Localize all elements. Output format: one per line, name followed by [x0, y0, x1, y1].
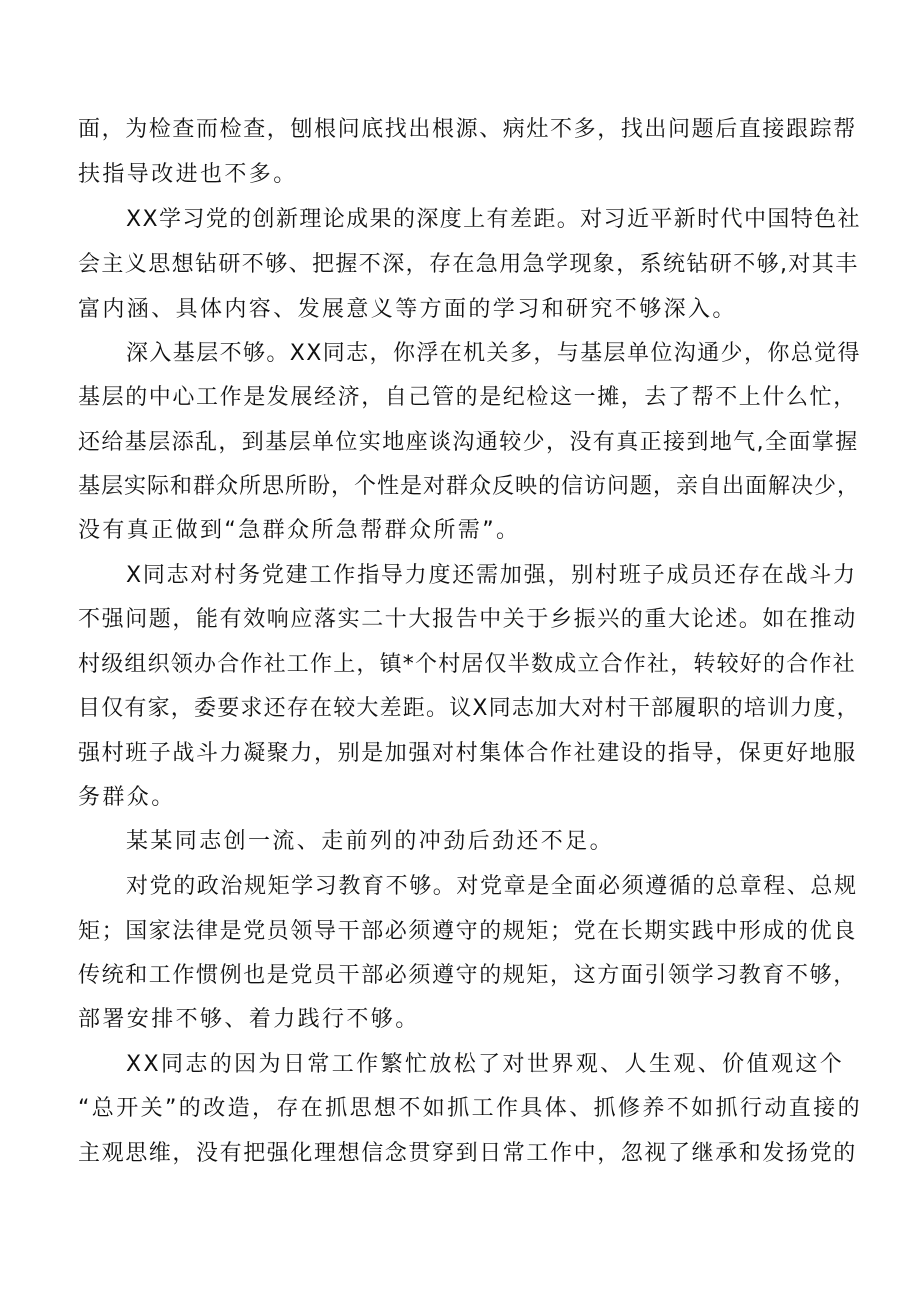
text-line: 主观思维，没有把强化理想信念贯穿到日常工作中，忽视了继承和发扬党的	[78, 1141, 857, 1166]
text-line: 会主义思想钻研不够、把握不深，存在急用急学现象，系统钻研不够,对其丰	[78, 252, 859, 277]
text-line: 务群众。	[78, 785, 176, 810]
text-line: 矩；国家法律是党员领导干部必须遵守的规矩；党在长期实践中形成的优良	[78, 919, 857, 944]
text-line: 对党的政治规矩学习教育不够。对党章是全面必须遵循的总章程、总规	[126, 874, 858, 899]
text-line: 面，为检查而检查，刨根问底找出根源、病灶不多，找出问题后直接跟踪帮	[78, 117, 857, 142]
text-line: 扶指导改进也不多。	[78, 162, 298, 187]
text-line: “总开关”的改造，存在抓思想不如抓工作具体、抓修养不如抓行动直接的	[78, 1096, 862, 1121]
text-line: 基层实际和群众所思所盼，个性是对群众反映的信访问题，亲自出面解决少，	[78, 474, 861, 499]
text-line: 村级组织领办合作社工作上，镇*个村居仅半数成立合作社，转较好的合作社	[78, 652, 856, 677]
text-line: 目仅有家，委要求还存在较大差距。议X同志加大对村干部履职的培训力度，	[78, 696, 860, 721]
text-line: 还给基层添乱，到基层单位实地座谈沟通较少，没有真正接到地气,全面掌握	[78, 430, 859, 455]
text-line: 传统和工作惯例也是党员干部必须遵守的规矩，这方面引领学习教育不够，	[78, 963, 857, 988]
text-line: X同志对村务党建工作指导力度还需加强，别村班子成员还存在战斗力	[126, 563, 857, 588]
text-line: XX同志的因为日常工作繁忙放松了对世界观、人生观、价值观这个	[126, 1052, 845, 1077]
text-line: 不强问题，能有效响应落实二十大报告中关于乡振兴的重大论述。如在推动	[78, 607, 857, 632]
text-line: 基层的中心工作是发展经济，自己管的是纪检这一摊，去了帮不上什么忙，	[78, 385, 857, 410]
text-line: 强村班子战斗力凝聚力，别是加强对村集体合作社建设的指导，保更好地服	[78, 741, 857, 766]
text-line: 富内涵、具体内容、发展意义等方面的学习和研究不够深入。	[78, 297, 737, 322]
text-line: 部署安排不够、着力践行不够。	[78, 1007, 420, 1032]
text-line: 深入基层不够。XX同志，你浮在机关多，与基层单位沟通少，你总觉得	[126, 341, 861, 366]
text-line: 某某同志创一流、走前列的冲劲后劲还不足。	[126, 829, 615, 854]
text-line: XX学习党的创新理论成果的深度上有差距。对习近平新时代中国特色社	[126, 207, 861, 232]
text-line: 没有真正做到“急群众所急帮群众所需”。	[78, 518, 521, 543]
